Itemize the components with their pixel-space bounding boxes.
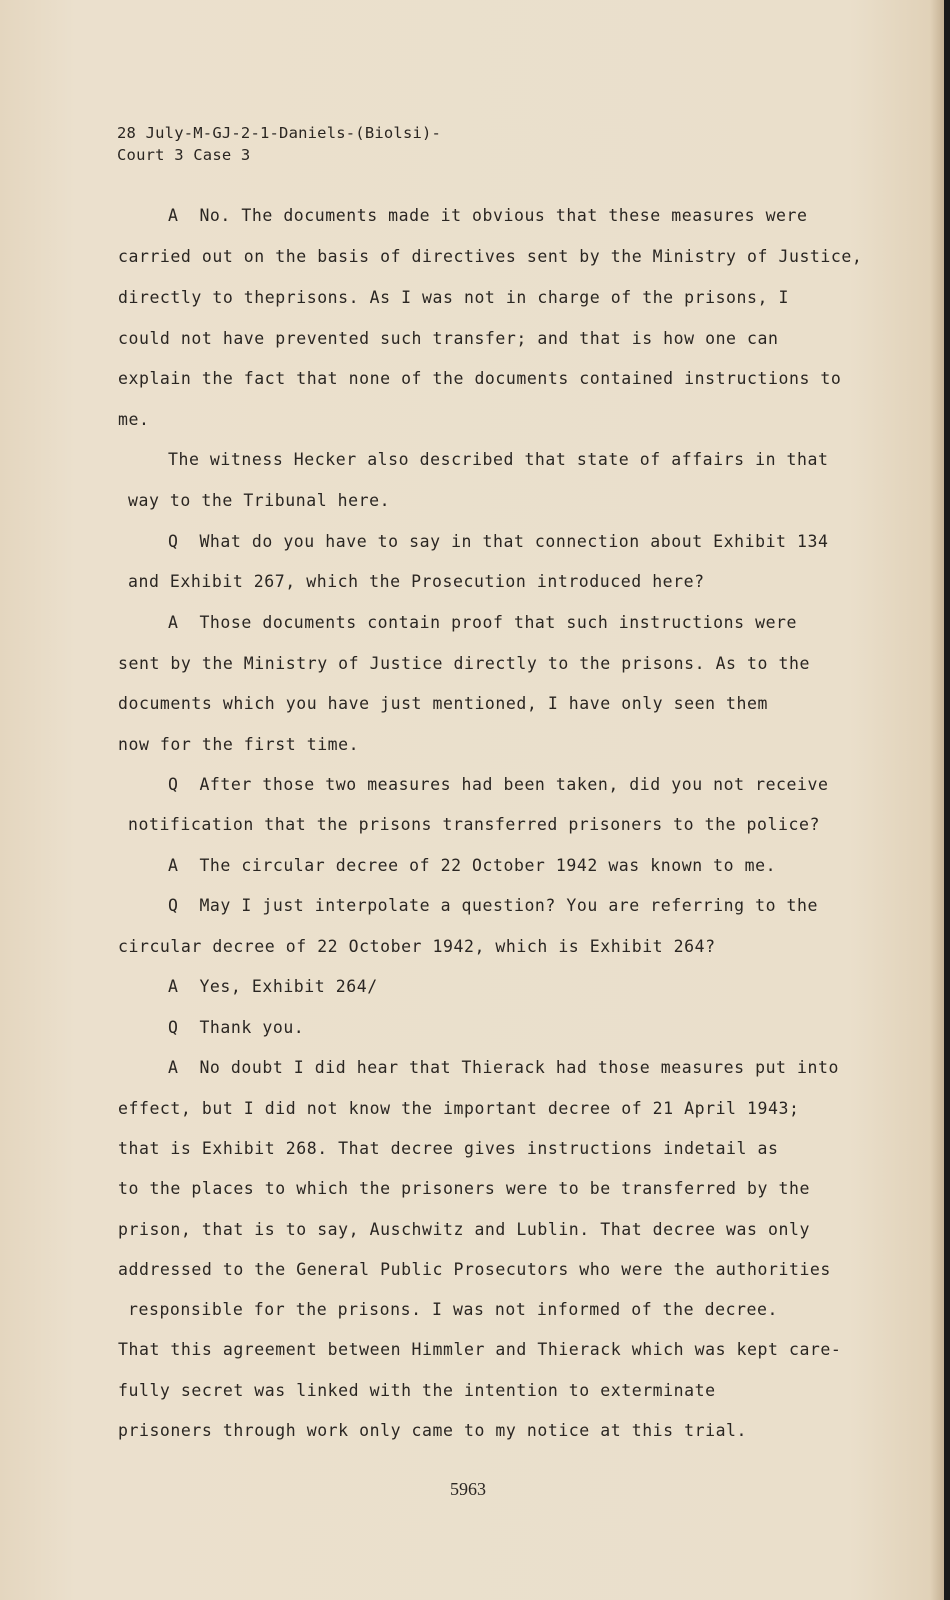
text-line: addressed to the General Public Prosecutors who were the authorities — [118, 1260, 831, 1279]
text-line: directly to theprisons. As I was not in charge of the prisons, I — [118, 288, 789, 307]
text-line: prison, that is to say, Auschwitz and Lublin. That decree was only — [118, 1220, 810, 1239]
text-line: responsible for the prisons. I was not informed of the decree. — [128, 1300, 778, 1319]
text-line: The witness Hecker also described that state of affairs in that — [168, 450, 829, 469]
text-line: explain the fact that none of the documents contained instructions to — [118, 369, 842, 388]
text-line: Q After those two measures had been taken, did you not receive — [168, 775, 829, 794]
text-line: A The circular decree of 22 October 1942 was known to me. — [168, 856, 777, 875]
text-line: That this agreement between Himmler and Thierack which was kept care- — [118, 1340, 842, 1359]
header-line-2: Court 3 Case 3 — [117, 146, 251, 164]
text-line: circular decree of 22 October 1942, which is Exhibit 264? — [118, 937, 716, 956]
text-line: A No. The documents made it obvious that these measures were — [168, 206, 808, 225]
text-line: fully secret was linked with the intention to exterminate — [118, 1381, 716, 1400]
text-line: to the places to which the prisoners were to be transferred by the — [118, 1179, 810, 1198]
text-line: that is Exhibit 268. That decree gives instructions indetail as — [118, 1139, 779, 1158]
text-line: way to the Tribunal here. — [128, 491, 391, 510]
text-line: A No doubt I did hear that Thierack had those measures put into — [168, 1058, 839, 1077]
header-line-1: 28 July-M-GJ-2-1-Daniels-(Biolsi)- — [117, 124, 442, 142]
text-line: could not have prevented such transfer; and that is how one can — [118, 329, 779, 348]
text-line: prisoners through work only came to my notice at this trial. — [118, 1421, 748, 1440]
text-line: me. — [118, 410, 150, 429]
text-line: effect, but I did not know the important decree of 21 April 1943; — [118, 1099, 800, 1118]
text-line: Q Thank you. — [168, 1018, 305, 1037]
text-line: A Those documents contain proof that such instructions were — [168, 613, 798, 632]
text-line: documents which you have just mentioned, I have only seen them — [118, 694, 768, 713]
right-margin-strip — [944, 0, 950, 1600]
text-line: notification that the prisons transferred prisoners to the police? — [128, 815, 820, 834]
text-line: Q What do you have to say in that connection about Exhibit 134 — [168, 532, 829, 551]
text-line: Q May I just interpolate a question? You are referring to the — [168, 896, 818, 915]
text-line: sent by the Ministry of Justice directly to the prisons. As to the — [118, 654, 810, 673]
text-line: and Exhibit 267, which the Prosecution introduced here? — [128, 572, 705, 591]
text-line: carried out on the basis of directives sent by the Ministry of Justice, — [118, 247, 863, 266]
page-edge-shadow — [930, 0, 944, 1600]
text-line: now for the first time. — [118, 735, 360, 754]
page-number: 5963 — [450, 1479, 486, 1499]
text-line: A Yes, Exhibit 264/ — [168, 977, 378, 996]
